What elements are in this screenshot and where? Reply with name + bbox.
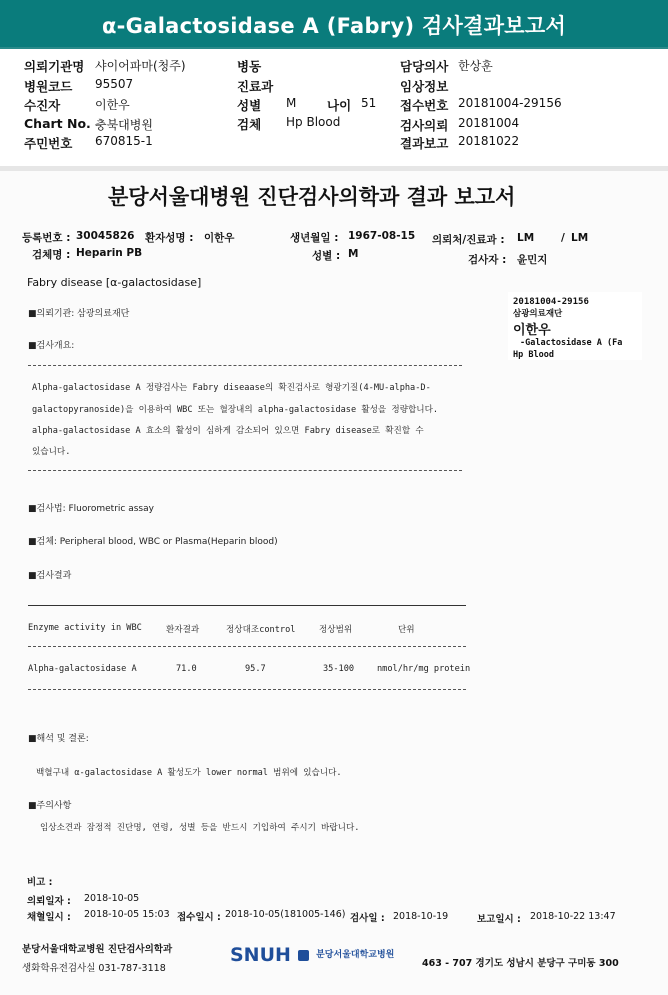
clinical-info-label: 임상정보 [400, 79, 449, 94]
resident-no-label: 주민번호 [24, 136, 73, 151]
physician-label: 담당의사 [400, 59, 449, 74]
overview-heading: ■검사개요: [28, 341, 75, 351]
requesting-institution: ■의뢰기관: 삼광의료재단 [28, 309, 130, 319]
institution-value: 샤이어파마(청주) [95, 59, 186, 73]
institution-label: 의뢰기관명 [24, 59, 85, 74]
specimen-label: 검체 [237, 117, 262, 132]
sticker-test: -Galactosidase A (Fa [520, 338, 623, 348]
table-top-rule [28, 605, 466, 606]
footer-lab-contact: 생화학유전검사실 031-787-3118 [22, 963, 166, 974]
ward-label: 병동 [237, 59, 262, 74]
hospital-code-label: 병원코드 [24, 79, 73, 94]
overview-line-3: alpha-galactosidase A 효소의 활성이 심하게 감소되어 있으면 Fabry disease로 확진할 수 [32, 426, 424, 436]
test-date-value: 2018-10-19 [393, 911, 449, 922]
resident-no-value: 670815-1 [95, 134, 153, 148]
overview-top-rule [28, 365, 462, 366]
logo-hospital-name: 분당서울대학교병원 [316, 950, 395, 960]
dob-label: 생년월일 : [290, 232, 339, 244]
overview-bottom-rule [28, 470, 462, 471]
report-title: 분당서울대병원 진단검사의학과 결과 보고서 [108, 185, 516, 209]
table-header-unit: 단위 [398, 625, 415, 635]
logo-wordmark: SNUH [230, 944, 291, 966]
tester-label: 검사자 : [468, 254, 507, 266]
receipt-value: 2018-10-05(181005-146) [225, 909, 346, 920]
remarks-label: 비고 : [27, 877, 53, 888]
test-request-value: 20181004 [458, 116, 520, 130]
row-unit: nmol/hr/mg protein [377, 664, 471, 674]
chart-no-label: Chart No. [24, 116, 91, 131]
overview-line-1: Alpha-galactosidase A 정량검사는 Fabry diseaase의 확진검사로 형광기질(4-MU-alpha-D- [32, 383, 431, 393]
referral-slash: / [561, 232, 565, 244]
banner-title: α-Galactosidase A (Fabry) 검사결과보고서 [101, 14, 567, 38]
result-report-value: 20181022 [458, 134, 520, 148]
dob-value: 1967-08-15 [348, 230, 416, 242]
footer-address: 463 - 707 경기도 성남시 분당구 구미동 300 [422, 958, 619, 969]
test-date-label: 검사일 : [350, 913, 385, 924]
age-label: 나이 [327, 98, 352, 113]
request-date-label: 의뢰일자 : [27, 896, 71, 907]
table-header-patient: 환자결과 [166, 625, 200, 635]
table-header-rule [28, 646, 466, 647]
results-heading: ■검사결과 [28, 571, 72, 581]
patient-label: 수진자 [24, 98, 61, 113]
sticker-name: 이한우 [513, 323, 551, 338]
table-header-control: 정상대조control [226, 625, 296, 635]
result-report-label: 결과보고 [400, 136, 449, 151]
registration-value: 30045826 [76, 230, 135, 242]
registration-label: 등록번호 : [22, 232, 71, 244]
receipt-label: 접수일시 : [177, 912, 221, 923]
test-request-label: 검사의뢰 [400, 118, 449, 133]
report-banner [0, 0, 668, 47]
specimen-value: Hp Blood [286, 115, 341, 129]
referral-label: 의뢰처/진료과 : [432, 234, 505, 246]
interpretation-heading: ■해석 및 결론: [28, 734, 89, 744]
chart-no-value: 충북대병원 [95, 118, 153, 132]
overview-line-2: galactopyranoside)을 이용하여 WBC 또는 혈장내의 alpha-galactosidase 활성을 정량합니다. [32, 405, 439, 415]
receipt-no-label: 접수번호 [400, 98, 449, 113]
caution-heading: ■주의사항 [28, 801, 72, 811]
sex-label: 성별 [237, 98, 262, 113]
sex-value: M [286, 96, 297, 110]
department-label: 진료과 [237, 79, 274, 94]
patient-name-value: 이한우 [204, 232, 235, 244]
row-control: 95.7 [245, 664, 266, 674]
overview-line-4: 있습니다. [32, 447, 71, 457]
physician-value: 한상훈 [458, 59, 493, 73]
collection-value: 2018-10-05 15:03 [84, 909, 170, 920]
test-method: ■검사법: Fluorometric assay [28, 504, 154, 514]
referral-value-1: LM [517, 232, 535, 244]
report-sex-value: M [348, 248, 359, 260]
table-header-enzyme: Enzyme activity in WBC [28, 623, 142, 633]
report-date-label: 보고일시 : [477, 914, 521, 925]
test-name: Fabry disease [α-galactosidase] [27, 276, 202, 289]
age-value: 51 [361, 96, 377, 110]
request-date-value: 2018-10-05 [84, 893, 140, 904]
row-enzyme: Alpha-galactosidase A [28, 664, 137, 674]
header-divider [0, 47, 668, 49]
sticker-specimen: Hp Blood [513, 350, 554, 360]
sticker-org: 삼광의료재단 [513, 309, 563, 319]
snuh-logo [230, 944, 394, 966]
report-date-value: 2018-10-22 13:47 [530, 911, 616, 922]
table-header-range: 정상범위 [319, 625, 353, 635]
report-sex-label: 성별 : [312, 250, 341, 262]
referral-value-2: LM [571, 232, 589, 244]
interpretation-text: 백혈구내 α-galactosidase A 활성도가 lower normal 범위에 있습니다. [36, 768, 342, 778]
collection-label: 채혈일시 : [27, 912, 71, 923]
footer-organization: 분당서울대학교병원 진단검사의학과 [22, 944, 173, 955]
tester-value: 윤민지 [517, 254, 548, 266]
row-patient-result: 71.0 [176, 664, 197, 674]
table-bottom-rule [28, 689, 466, 690]
row-range: 35-100 [323, 664, 355, 674]
sticker-accession: 20181004-29156 [513, 297, 589, 307]
hospital-code-value: 95507 [95, 77, 134, 91]
specimen-sticker [508, 292, 642, 360]
specimen-name-value: Heparin PB [76, 247, 143, 259]
specimen-name-label: 검체명 : [32, 249, 71, 261]
receipt-no-value: 20181004-29156 [458, 96, 562, 110]
logo-mark-icon [298, 950, 309, 961]
caution-text: 임상소견과 잠정적 진단명, 연령, 성별 등을 반드시 기입하여 주시기 바랍니다. [40, 823, 360, 833]
test-specimen: ■검체: Peripheral blood, WBC or Plasma(Heparin blood) [28, 537, 278, 547]
patient-name-label: 환자성명 : [145, 232, 194, 244]
patient-value: 이한우 [95, 98, 130, 112]
